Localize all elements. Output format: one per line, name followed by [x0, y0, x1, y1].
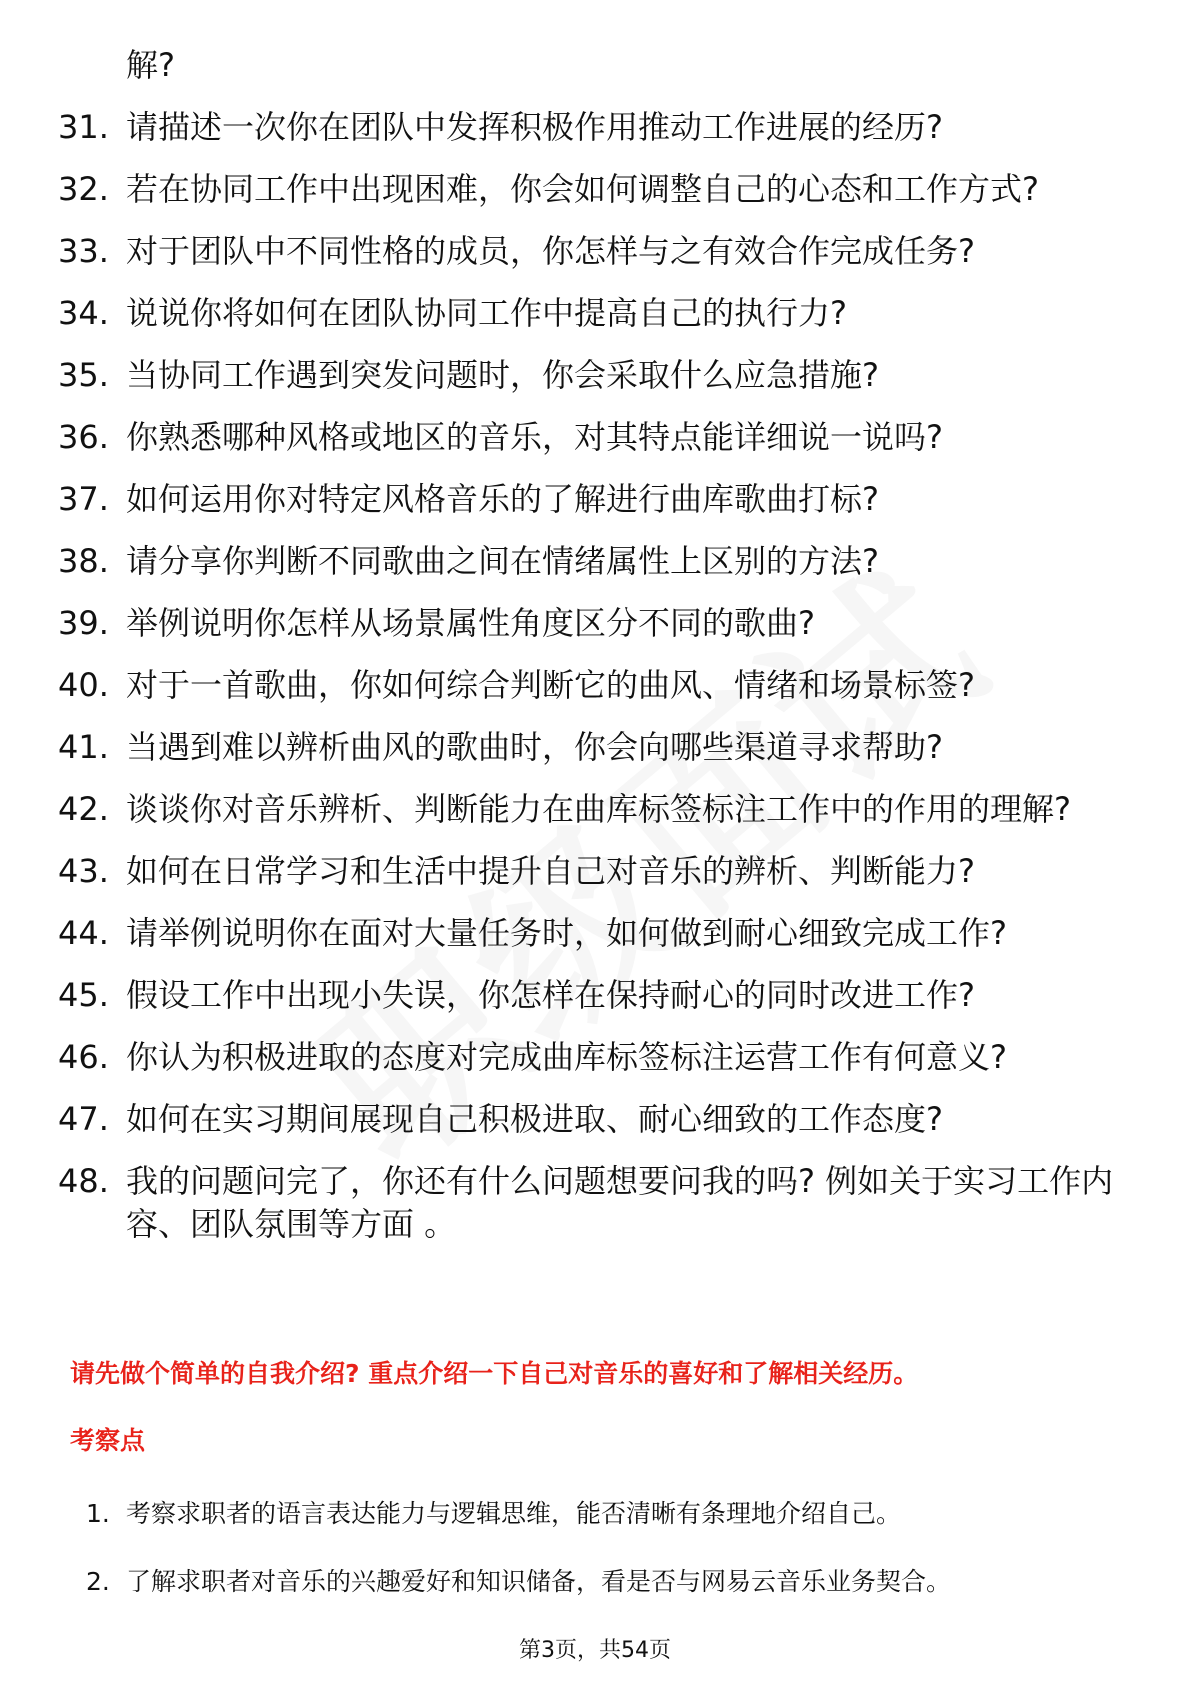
question-item [58, 230, 1138, 273]
assessment-point [86, 1497, 1146, 1531]
page-footer: 第3页，共54页 [519, 1638, 671, 1663]
assessment-point [86, 1565, 1146, 1599]
question-item [58, 44, 1138, 87]
question-item [58, 540, 1138, 583]
question-item [58, 168, 1138, 211]
question-text: 对于团队中不同性格的成员，你怎样与之有效合作完成任务? [126, 232, 975, 270]
question-text: 假设工作中出现小失误，你怎样在保持耐心的同时改进工作? [126, 976, 975, 1014]
question-text: 请举例说明你在面对大量任务时，如何做到耐心细致完成工作? [126, 914, 1007, 952]
question-text: 若在协同工作中出现困难，你会如何调整自己的心态和工作方式? [126, 170, 1039, 208]
question-text: 你熟悉哪种风格或地区的音乐，对其特点能详细说一说吗? [126, 418, 943, 456]
point-number: 1. [86, 1499, 110, 1528]
question-number: 31. [58, 108, 109, 146]
question-number: 40. [58, 666, 109, 704]
question-number: 45. [58, 976, 109, 1014]
question-number: 36. [58, 418, 109, 456]
point-number: 2. [86, 1567, 110, 1596]
question-item [58, 974, 1138, 1017]
question-number: 43. [58, 852, 109, 890]
question-number: 48. [58, 1162, 109, 1200]
question-text: 说说你将如何在团队协同工作中提高自己的执行力? [126, 294, 847, 332]
question-item [58, 664, 1138, 707]
question-number: 38. [58, 542, 109, 580]
question-text: 谈谈你对音乐辨析、判断能力在曲库标签标注工作中的作用的理解? [126, 790, 1071, 828]
point-text: 考察求职者的语言表达能力与逻辑思维，能否清晰有条理地介绍自己。 [126, 1499, 902, 1528]
question-text: 举例说明你怎样从场景属性角度区分不同的歌曲? [126, 604, 815, 642]
question-item [58, 788, 1138, 831]
question-text: 我的问题问完了，你还有什么问题想要问我的吗? 例如关于实习工作内容、团队氛围等方面 。 [126, 1162, 1114, 1243]
question-text: 解? [126, 46, 175, 84]
question-item [58, 912, 1138, 955]
question-number: 47. [58, 1100, 109, 1138]
question-number: 32. [58, 170, 109, 208]
question-list [58, 44, 1138, 1265]
question-item [58, 1160, 1138, 1246]
question-text: 如何运用你对特定风格音乐的了解进行曲库歌曲打标? [126, 480, 879, 518]
assessment-points [86, 1497, 1146, 1633]
question-text: 当协同工作遇到突发问题时，你会采取什么应急措施? [126, 356, 879, 394]
question-number: 33. [58, 232, 109, 270]
question-text: 请描述一次你在团队中发挥积极作用推动工作进展的经历? [126, 108, 943, 146]
question-item [58, 726, 1138, 769]
question-number: 41. [58, 728, 109, 766]
question-item [58, 1098, 1138, 1141]
question-number: 37. [58, 480, 109, 518]
point-text: 了解求职者对音乐的兴趣爱好和知识储备，看是否与网易云音乐业务契合。 [126, 1567, 952, 1596]
question-number: 42. [58, 790, 109, 828]
question-number: 39. [58, 604, 109, 642]
question-item [58, 478, 1138, 521]
question-item [58, 1036, 1138, 1079]
question-text: 请分享你判断不同歌曲之间在情绪属性上区别的方法? [126, 542, 879, 580]
question-number: 34. [58, 294, 109, 332]
question-text: 对于一首歌曲，你如何综合判断它的曲风、情绪和场景标签? [126, 666, 975, 704]
question-number: 44. [58, 914, 109, 952]
highlight-question: 请先做个简单的自我介绍? 重点介绍一下自己对音乐的喜好和了解相关经历。 [70, 1359, 919, 1388]
question-item [58, 416, 1138, 459]
question-number: 46. [58, 1038, 109, 1076]
question-item [58, 354, 1138, 397]
question-text: 如何在日常学习和生活中提升自己对音乐的辨析、判断能力? [126, 852, 975, 890]
question-text: 你认为积极进取的态度对完成曲库标签标注运营工作有何意义? [126, 1038, 1007, 1076]
question-item [58, 106, 1138, 149]
question-number: 35. [58, 356, 109, 394]
question-text: 如何在实习期间展现自己积极进取、耐心细致的工作态度? [126, 1100, 943, 1138]
question-item [58, 850, 1138, 893]
question-item [58, 292, 1138, 335]
question-item [58, 602, 1138, 645]
section-label: 考察点 [70, 1426, 146, 1455]
question-text: 当遇到难以辨析曲风的歌曲时，你会向哪些渠道寻求帮助? [126, 728, 943, 766]
